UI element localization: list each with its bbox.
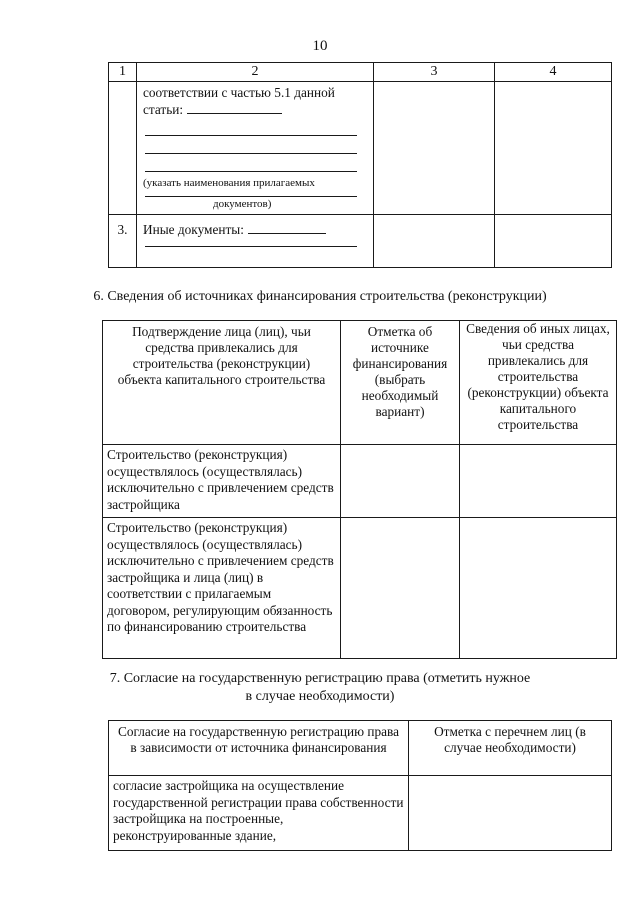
source-mark-cell[interactable] [341, 518, 460, 659]
consent-option-text: согласие застройщика на осуществление государственной регистрации права собственности застройщика на построенные, реконструированные здание, [109, 776, 409, 851]
column-header-1: 1 [109, 63, 137, 82]
table-row [103, 518, 617, 659]
row-number-cell [109, 82, 137, 215]
column-header-source-mark: Отметка об источнике финансирования (выбрать необходимый вариант) [341, 321, 460, 445]
source-mark-cell[interactable] [341, 445, 460, 518]
section-7-heading-line-1: 7. Согласие на государственную регистрацию права (отметить нужное [109, 671, 531, 686]
field-hint: (указать наименования прилагаемых [143, 177, 315, 189]
table-row [103, 445, 617, 518]
table-row [109, 82, 612, 215]
table-row [109, 215, 612, 268]
column-header-other-persons: Сведения об иных лицах, чьи средства привлекались для строительства (реконструкции) объекта капитального строительства [460, 321, 617, 445]
table-cell[interactable] [374, 215, 495, 268]
persons-mark-cell[interactable] [409, 776, 612, 851]
section-7-heading-line-2: в случае необходимости) [245, 689, 395, 704]
table-cell[interactable] [374, 82, 495, 215]
fill-in-line[interactable] [145, 136, 357, 154]
documents-table [108, 62, 612, 268]
table-cell[interactable] [495, 82, 612, 215]
column-header-confirmation: Подтверждение лица (лиц), чьи средства привлекались для строительства (реконструкции) объекта капитального строительства [103, 321, 341, 445]
financing-option-text: Строительство (реконструкция) осуществлялось (осуществлялась) исключительно с привлечением средств застройщика [103, 445, 341, 518]
financing-option-text: Строительство (реконструкция) осуществлялось (осуществлялась) исключительно с привлечением средств застройщика и лица (лиц) в соответствии с прилагаемым договором, регулирующим обязанность по финансированию строительства [103, 518, 341, 659]
section-7-heading [0, 670, 640, 706]
page-number: 10 [312, 38, 328, 54]
column-header-persons-mark: Отметка с перечнем лиц (в случае необходимости) [409, 721, 612, 776]
other-persons-cell[interactable] [460, 518, 617, 659]
column-header-4: 4 [495, 63, 612, 82]
other-documents-label: Иные документы: [143, 222, 244, 237]
fill-in-line[interactable] [248, 221, 326, 234]
table-row [109, 776, 612, 851]
other-persons-cell[interactable] [460, 445, 617, 518]
field-hint: документов) [213, 198, 272, 210]
fill-in-line[interactable] [145, 238, 357, 247]
document-description-cell [137, 82, 374, 215]
fill-in-line[interactable] [145, 190, 357, 197]
fill-in-line[interactable] [145, 118, 357, 136]
registration-consent-table [108, 720, 612, 851]
financing-sources-table [102, 320, 617, 659]
column-header-2: 2 [137, 63, 374, 82]
section-6-heading: 6. Сведения об источниках финансирования строительства (реконструкции) [93, 289, 547, 304]
column-header-3: 3 [374, 63, 495, 82]
fill-in-line[interactable] [187, 101, 282, 114]
table-cell[interactable] [495, 215, 612, 268]
row-number-cell: 3. [109, 215, 137, 268]
document-description-text: соответствии с частью 5.1 данной статьи: [143, 85, 335, 117]
column-header-consent: Согласие на государственную регистрацию права в зависимости от источника финансирования [109, 721, 409, 776]
document-description-cell [137, 215, 374, 268]
fill-in-line[interactable] [145, 154, 357, 172]
